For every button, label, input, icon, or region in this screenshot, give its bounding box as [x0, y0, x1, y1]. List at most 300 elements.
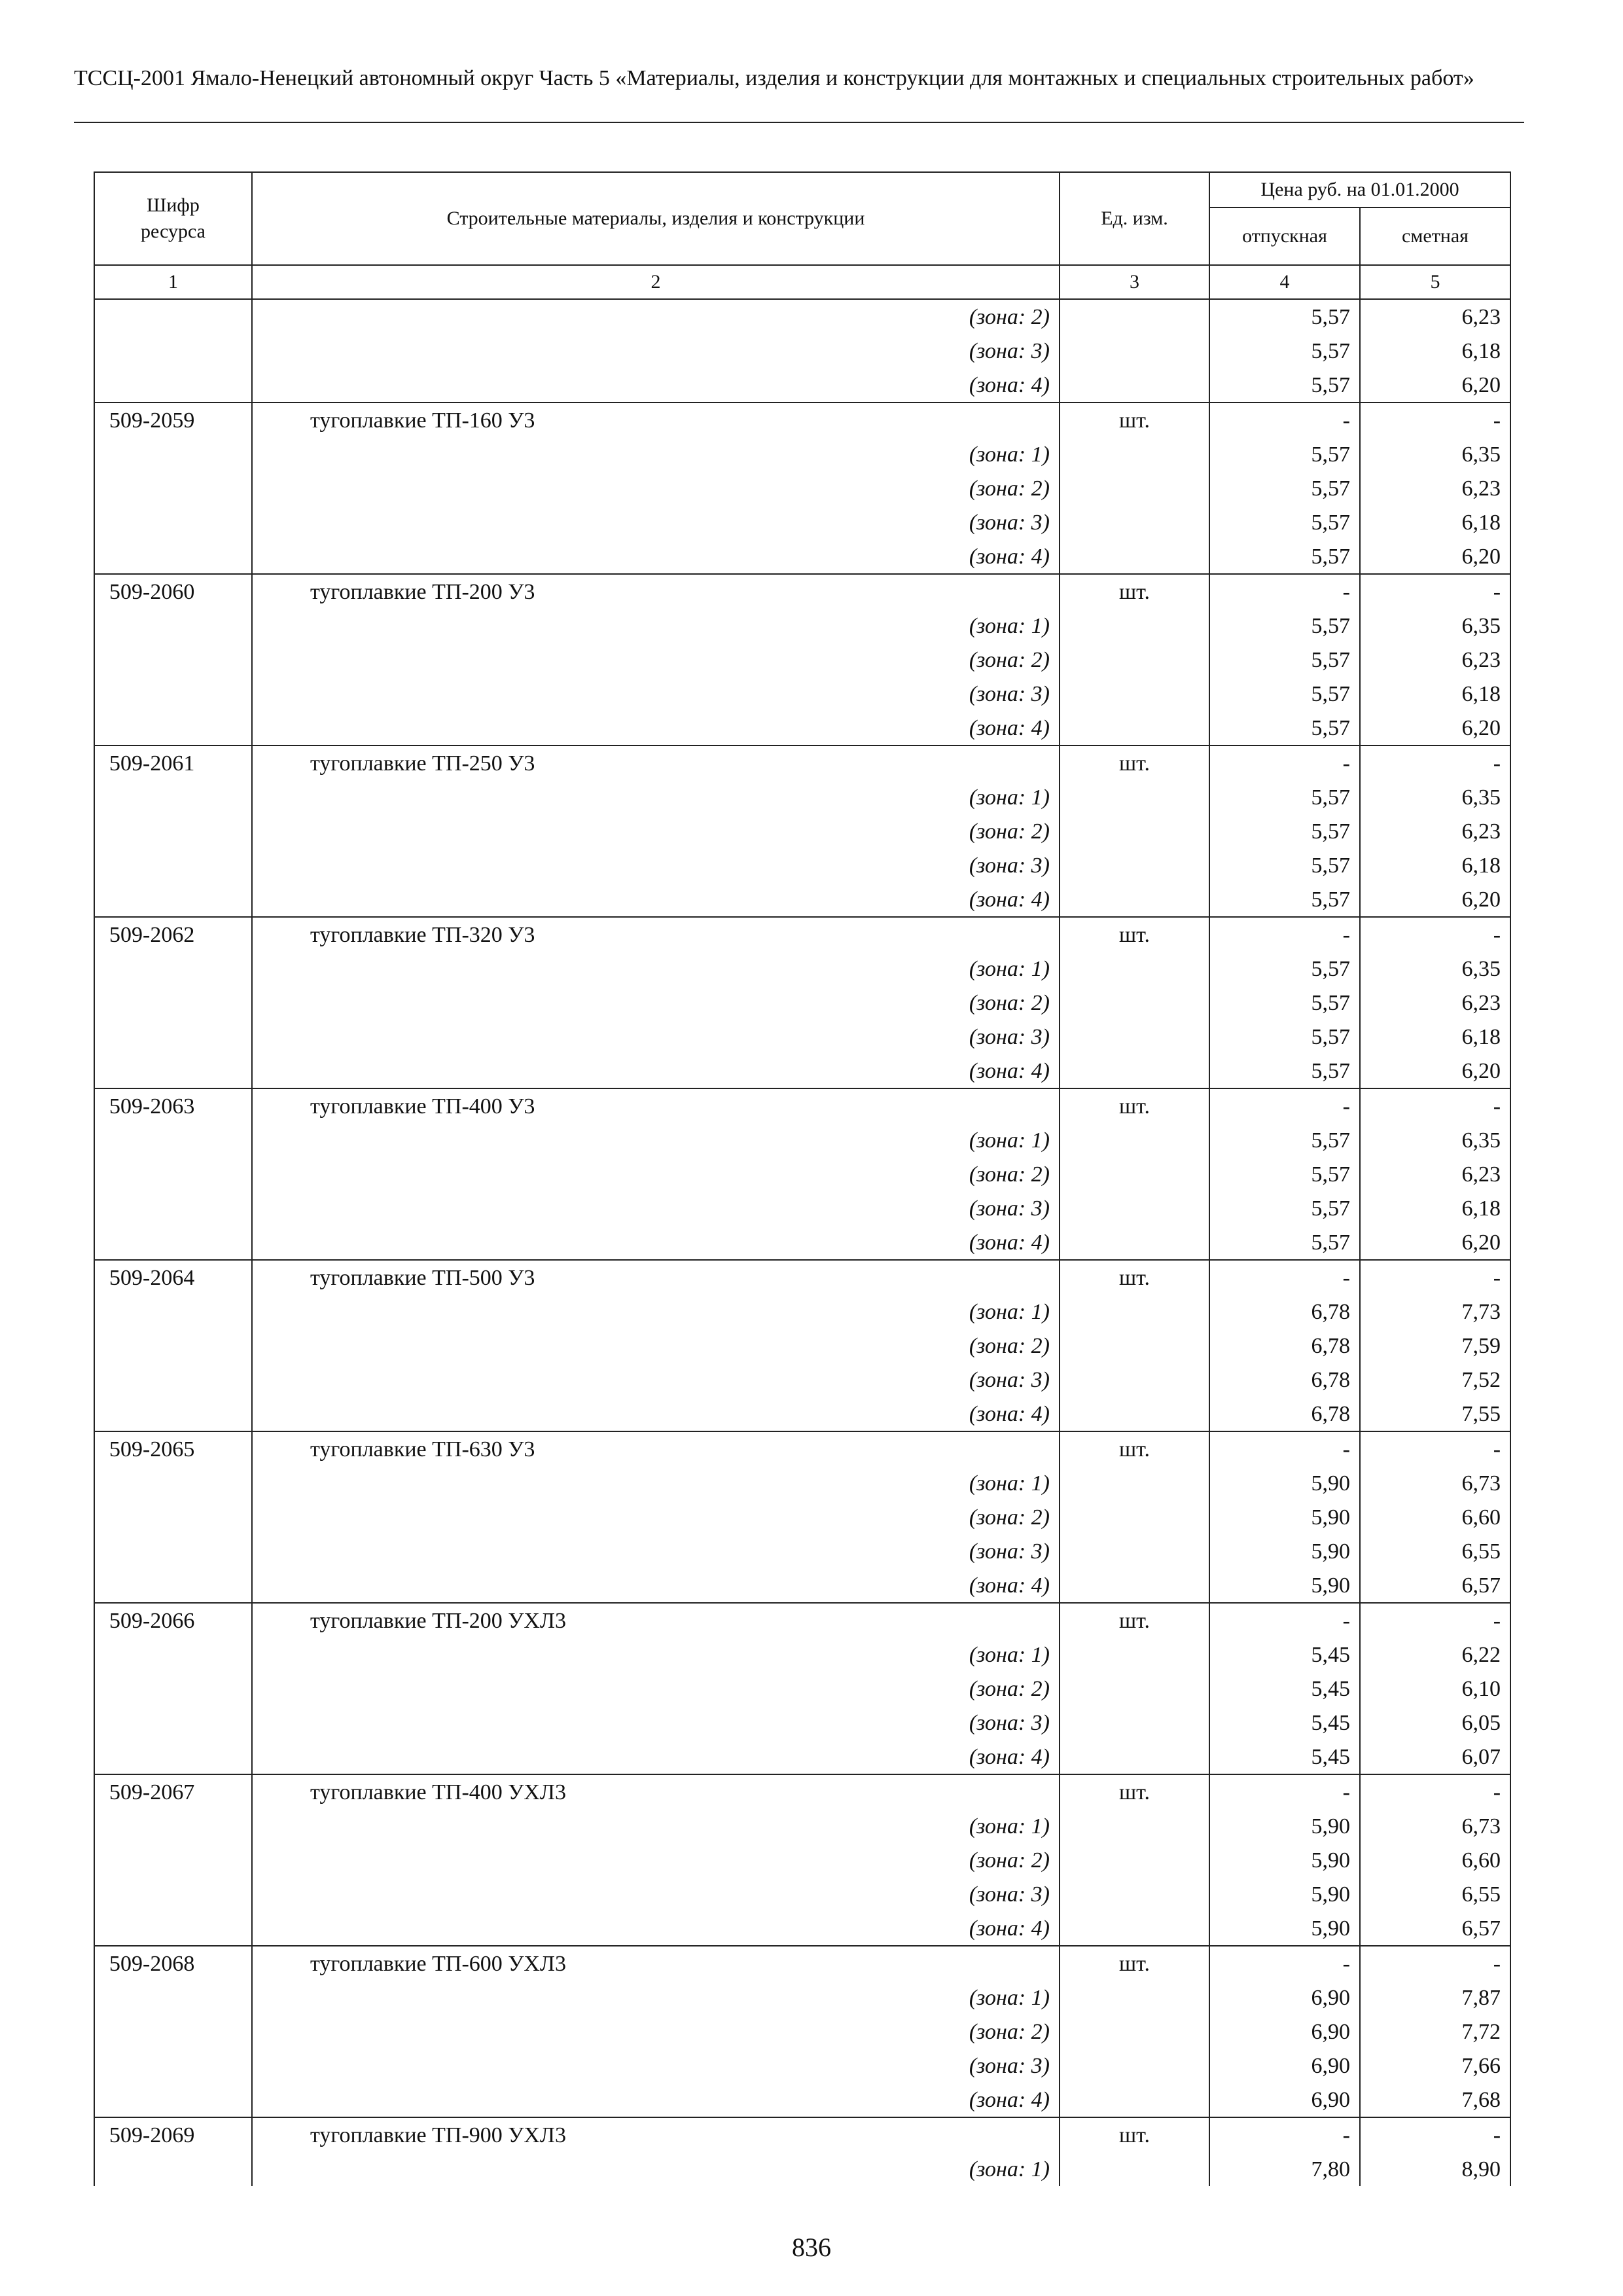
unit-cell: [1060, 643, 1209, 677]
table-row: [94, 1054, 1510, 1088]
material-name: тугоплавкие ТП-630 У3: [252, 1431, 1060, 1466]
resource-code-cell: [94, 1466, 252, 1500]
release-price: -: [1209, 745, 1360, 780]
table-row: [94, 1123, 1510, 1157]
table-row: [94, 1020, 1510, 1054]
unit-cell: [1060, 814, 1209, 848]
estimate-price: 7,73: [1360, 1295, 1510, 1329]
zone-label: (зона: 1): [252, 437, 1060, 471]
zone-label: (зона: 4): [252, 1397, 1060, 1431]
resource-code-cell: [94, 1020, 252, 1054]
table-row: [94, 2083, 1510, 2117]
zone-label: (зона: 1): [252, 1809, 1060, 1843]
table-row: [94, 952, 1510, 986]
zone-label: (зона: 2): [252, 986, 1060, 1020]
release-price: 6,78: [1209, 1397, 1360, 1431]
estimate-price: 6,20: [1360, 882, 1510, 917]
unit-cell: [1060, 609, 1209, 643]
unit-of-measure: шт.: [1060, 1603, 1209, 1638]
table-row: [94, 574, 1510, 609]
release-price: -: [1209, 1088, 1360, 1123]
table-header: [94, 172, 1510, 299]
release-price: 5,57: [1209, 677, 1360, 711]
resource-code: 509-2059: [94, 403, 252, 437]
zone-label: (зона: 4): [252, 368, 1060, 403]
material-name: тугоплавкие ТП-250 У3: [252, 745, 1060, 780]
zone-label: (зона: 4): [252, 1568, 1060, 1603]
resource-code-cell: [94, 1397, 252, 1431]
zone-label: (зона: 3): [252, 505, 1060, 539]
zone-label: (зона: 2): [252, 1157, 1060, 1191]
material-name: тугоплавкие ТП-400 У3: [252, 1088, 1060, 1123]
column-number-row: [94, 265, 1510, 299]
zone-label: (зона: 3): [252, 1363, 1060, 1397]
unit-of-measure: шт.: [1060, 1946, 1209, 1981]
resource-code-cell: [94, 1123, 252, 1157]
unit-cell: [1060, 952, 1209, 986]
resource-code: 509-2062: [94, 917, 252, 952]
table-row: [94, 403, 1510, 437]
release-price: -: [1209, 2117, 1360, 2152]
table-row: [94, 882, 1510, 917]
table-row: [94, 1809, 1510, 1843]
table-row: [94, 643, 1510, 677]
release-price: 6,90: [1209, 2083, 1360, 2117]
table-row: [94, 2049, 1510, 2083]
zone-label: (зона: 1): [252, 609, 1060, 643]
release-price: 6,78: [1209, 1295, 1360, 1329]
release-price: 6,90: [1209, 1981, 1360, 2015]
table-row: [94, 1603, 1510, 1638]
estimate-price: 6,73: [1360, 1809, 1510, 1843]
table-row: [94, 1774, 1510, 1809]
resource-code-cell: [94, 1740, 252, 1774]
zone-label: (зона: 4): [252, 882, 1060, 917]
resource-code-cell: [94, 2152, 252, 2186]
zone-label: (зона: 3): [252, 677, 1060, 711]
estimate-price: 7,68: [1360, 2083, 1510, 2117]
unit-cell: [1060, 368, 1209, 403]
unit-cell: [1060, 2015, 1209, 2049]
estimate-price: -: [1360, 1431, 1510, 1466]
table-row: [94, 917, 1510, 952]
unit-of-measure: шт.: [1060, 917, 1209, 952]
table-row: [94, 848, 1510, 882]
release-price: 5,57: [1209, 437, 1360, 471]
estimate-price: -: [1360, 1260, 1510, 1295]
col-unit-header: Ед. изм.: [1060, 172, 1209, 265]
estimate-price: 6,55: [1360, 1534, 1510, 1568]
release-price: 5,90: [1209, 1877, 1360, 1911]
unit-cell: [1060, 1054, 1209, 1088]
table-row: [94, 2015, 1510, 2049]
resource-code-cell: [94, 1500, 252, 1534]
table-row: [94, 1638, 1510, 1672]
table-row: [94, 1843, 1510, 1877]
release-price: 5,45: [1209, 1740, 1360, 1774]
release-price: 5,45: [1209, 1672, 1360, 1706]
release-price: 5,57: [1209, 952, 1360, 986]
estimate-price: 6,35: [1360, 952, 1510, 986]
price-table: [94, 171, 1511, 2186]
resource-code-cell: [94, 780, 252, 814]
resource-code-cell: [94, 1191, 252, 1225]
release-price: 5,90: [1209, 1466, 1360, 1500]
material-name: тугоплавкие ТП-320 У3: [252, 917, 1060, 952]
resource-code: 509-2065: [94, 1431, 252, 1466]
unit-cell: [1060, 334, 1209, 368]
col-number: 5: [1360, 265, 1510, 299]
col-number: 2: [252, 265, 1060, 299]
release-price: -: [1209, 1431, 1360, 1466]
resource-code-cell: [94, 471, 252, 505]
material-name: тугоплавкие ТП-400 УХЛ3: [252, 1774, 1060, 1809]
release-price: 6,90: [1209, 2049, 1360, 2083]
resource-code-cell: [94, 368, 252, 403]
release-price: 5,57: [1209, 643, 1360, 677]
estimate-price: 6,23: [1360, 471, 1510, 505]
resource-code-cell: [94, 539, 252, 574]
estimate-price: 6,23: [1360, 986, 1510, 1020]
unit-cell: [1060, 677, 1209, 711]
estimate-price: 6,10: [1360, 1672, 1510, 1706]
estimate-price: 7,87: [1360, 1981, 1510, 2015]
table-row: [94, 539, 1510, 574]
resource-code-cell: [94, 1054, 252, 1088]
unit-cell: [1060, 986, 1209, 1020]
table-row: [94, 1260, 1510, 1295]
zone-label: (зона: 3): [252, 2049, 1060, 2083]
table-row: [94, 1534, 1510, 1568]
resource-code-cell: [94, 1157, 252, 1191]
resource-code-cell: [94, 299, 252, 334]
unit-cell: [1060, 539, 1209, 574]
zone-label: (зона: 1): [252, 1295, 1060, 1329]
zone-label: (зона: 1): [252, 1466, 1060, 1500]
resource-code-cell: [94, 1843, 252, 1877]
page-header: ТССЦ-2001 Ямало-Ненецкий автономный округ Часть 5 «Материалы, изделия и конструкции для монтажных и специальных строительных работ»: [74, 66, 1474, 90]
table-row: [94, 1672, 1510, 1706]
release-price: 5,57: [1209, 1157, 1360, 1191]
table-row: [94, 986, 1510, 1020]
resource-code-cell: [94, 643, 252, 677]
estimate-price: -: [1360, 917, 1510, 952]
table-row: [94, 780, 1510, 814]
release-price: 5,57: [1209, 471, 1360, 505]
zone-label: (зона: 2): [252, 814, 1060, 848]
zone-label: (зона: 4): [252, 711, 1060, 745]
unit-cell: [1060, 471, 1209, 505]
resource-code-cell: [94, 2049, 252, 2083]
release-price: 5,90: [1209, 1843, 1360, 1877]
release-price: 5,45: [1209, 1706, 1360, 1740]
estimate-price: 6,18: [1360, 1191, 1510, 1225]
unit-of-measure: шт.: [1060, 1774, 1209, 1809]
release-price: 5,57: [1209, 1123, 1360, 1157]
col-name-header: Строительные материалы, изделия и конструкции: [252, 172, 1060, 265]
zone-label: (зона: 3): [252, 1191, 1060, 1225]
estimate-price: -: [1360, 574, 1510, 609]
zone-label: (зона: 4): [252, 539, 1060, 574]
table-row: [94, 1466, 1510, 1500]
zone-label: (зона: 2): [252, 2015, 1060, 2049]
release-price: 5,57: [1209, 986, 1360, 1020]
material-name: тугоплавкие ТП-160 У3: [252, 403, 1060, 437]
unit-cell: [1060, 1191, 1209, 1225]
table-row: [94, 677, 1510, 711]
estimate-price: -: [1360, 1946, 1510, 1981]
unit-of-measure: шт.: [1060, 403, 1209, 437]
unit-cell: [1060, 2152, 1209, 2186]
estimate-price: -: [1360, 2117, 1510, 2152]
unit-cell: [1060, 1363, 1209, 1397]
table-row: [94, 1568, 1510, 1603]
unit-cell: [1060, 848, 1209, 882]
estimate-price: 6,60: [1360, 1843, 1510, 1877]
unit-cell: [1060, 1843, 1209, 1877]
estimate-price: 6,18: [1360, 677, 1510, 711]
table-row: [94, 1329, 1510, 1363]
unit-cell: [1060, 299, 1209, 334]
table-row: [94, 1946, 1510, 1981]
release-price: 6,90: [1209, 2015, 1360, 2049]
release-price: -: [1209, 917, 1360, 952]
estimate-price: 6,20: [1360, 539, 1510, 574]
estimate-price: 6,57: [1360, 1911, 1510, 1946]
resource-code: 509-2064: [94, 1260, 252, 1295]
unit-cell: [1060, 1638, 1209, 1672]
estimate-price: 7,52: [1360, 1363, 1510, 1397]
zone-label: (зона: 3): [252, 1020, 1060, 1054]
release-price: 5,90: [1209, 1500, 1360, 1534]
estimate-price: 6,35: [1360, 1123, 1510, 1157]
zone-label: (зона: 1): [252, 1981, 1060, 2015]
release-price: 5,57: [1209, 882, 1360, 917]
unit-of-measure: шт.: [1060, 1260, 1209, 1295]
zone-label: (зона: 3): [252, 334, 1060, 368]
resource-code-cell: [94, 1295, 252, 1329]
release-price: 5,57: [1209, 1191, 1360, 1225]
unit-cell: [1060, 437, 1209, 471]
resource-code-cell: [94, 1809, 252, 1843]
material-name: тугоплавкие ТП-600 УХЛ3: [252, 1946, 1060, 1981]
resource-code-cell: [94, 1981, 252, 2015]
unit-cell: [1060, 1157, 1209, 1191]
release-price: 6,78: [1209, 1363, 1360, 1397]
estimate-price: -: [1360, 1774, 1510, 1809]
zone-label: (зона: 1): [252, 1638, 1060, 1672]
release-price: 5,57: [1209, 505, 1360, 539]
zone-label: (зона: 4): [252, 2083, 1060, 2117]
release-price: 5,57: [1209, 609, 1360, 643]
estimate-price: 6,05: [1360, 1706, 1510, 1740]
zone-label: (зона: 2): [252, 1500, 1060, 1534]
release-price: 5,57: [1209, 539, 1360, 574]
zone-label: (зона: 1): [252, 952, 1060, 986]
estimate-price: 6,20: [1360, 1054, 1510, 1088]
estimate-price: -: [1360, 745, 1510, 780]
material-name: тугоплавкие ТП-900 УХЛ3: [252, 2117, 1060, 2152]
header-rule: [74, 122, 1524, 123]
resource-code: 509-2068: [94, 1946, 252, 1981]
unit-cell: [1060, 1981, 1209, 2015]
resource-code-cell: [94, 2015, 252, 2049]
resource-code-cell: [94, 986, 252, 1020]
table-row: [94, 1877, 1510, 1911]
resource-code-cell: [94, 1329, 252, 1363]
resource-code-cell: [94, 848, 252, 882]
unit-cell: [1060, 1740, 1209, 1774]
release-price: 5,57: [1209, 848, 1360, 882]
unit-cell: [1060, 780, 1209, 814]
unit-cell: [1060, 1020, 1209, 1054]
table-row: [94, 437, 1510, 471]
unit-cell: [1060, 1672, 1209, 1706]
table-row: [94, 505, 1510, 539]
estimate-price: 6,23: [1360, 814, 1510, 848]
resource-code: 509-2061: [94, 745, 252, 780]
unit-of-measure: шт.: [1060, 745, 1209, 780]
zone-label: (зона: 4): [252, 1911, 1060, 1946]
resource-code: 509-2066: [94, 1603, 252, 1638]
unit-cell: [1060, 2049, 1209, 2083]
zone-label: (зона: 4): [252, 1225, 1060, 1260]
resource-code: 509-2067: [94, 1774, 252, 1809]
zone-label: (зона: 3): [252, 1877, 1060, 1911]
unit-cell: [1060, 711, 1209, 745]
table-row: [94, 1295, 1510, 1329]
estimate-price: 6,23: [1360, 299, 1510, 334]
unit-cell: [1060, 1329, 1209, 1363]
release-price: 5,90: [1209, 1911, 1360, 1946]
estimate-price: 6,23: [1360, 1157, 1510, 1191]
release-price: -: [1209, 1946, 1360, 1981]
estimate-price: -: [1360, 1603, 1510, 1638]
unit-cell: [1060, 1295, 1209, 1329]
unit-cell: [1060, 1877, 1209, 1911]
zone-label: (зона: 3): [252, 848, 1060, 882]
release-price: 5,57: [1209, 814, 1360, 848]
zone-label: (зона: 2): [252, 299, 1060, 334]
estimate-price: 6,55: [1360, 1877, 1510, 1911]
col-release-header: отпускная: [1209, 207, 1360, 265]
resource-code-cell: [94, 609, 252, 643]
material-name: тугоплавкие ТП-200 У3: [252, 574, 1060, 609]
zone-label: (зона: 1): [252, 780, 1060, 814]
table-row: [94, 745, 1510, 780]
resource-code-cell: [94, 1534, 252, 1568]
estimate-price: 6,35: [1360, 437, 1510, 471]
unit-cell: [1060, 1123, 1209, 1157]
table-row: [94, 1981, 1510, 2015]
col-number: 1: [94, 265, 252, 299]
release-price: 5,57: [1209, 1225, 1360, 1260]
unit-cell: [1060, 1809, 1209, 1843]
unit-cell: [1060, 1397, 1209, 1431]
zone-label: (зона: 2): [252, 1843, 1060, 1877]
resource-code-cell: [94, 711, 252, 745]
zone-label: (зона: 2): [252, 1672, 1060, 1706]
resource-code-cell: [94, 1911, 252, 1946]
table-body: [94, 299, 1510, 2186]
estimate-price: 6,18: [1360, 505, 1510, 539]
col-code-header: Шифр ресурса: [94, 172, 252, 265]
table-row: [94, 299, 1510, 334]
table-row: [94, 471, 1510, 505]
table-row: [94, 2117, 1510, 2152]
unit-cell: [1060, 505, 1209, 539]
table-row: [94, 1397, 1510, 1431]
resource-code-cell: [94, 2083, 252, 2117]
release-price: 5,57: [1209, 299, 1360, 334]
zone-label: (зона: 1): [252, 1123, 1060, 1157]
resource-code-cell: [94, 882, 252, 917]
release-price: 5,90: [1209, 1534, 1360, 1568]
release-price: 5,45: [1209, 1638, 1360, 1672]
unit-cell: [1060, 1225, 1209, 1260]
estimate-price: 6,18: [1360, 334, 1510, 368]
estimate-price: 7,55: [1360, 1397, 1510, 1431]
release-price: 5,57: [1209, 368, 1360, 403]
unit-cell: [1060, 1911, 1209, 1946]
table-row: [94, 1225, 1510, 1260]
release-price: -: [1209, 1774, 1360, 1809]
col-estimate-header: сметная: [1360, 207, 1510, 265]
estimate-price: 6,20: [1360, 368, 1510, 403]
material-name: тугоплавкие ТП-200 УХЛ3: [252, 1603, 1060, 1638]
release-price: -: [1209, 403, 1360, 437]
release-price: 5,57: [1209, 780, 1360, 814]
release-price: -: [1209, 574, 1360, 609]
col-number: 3: [1060, 265, 1209, 299]
resource-code-cell: [94, 437, 252, 471]
estimate-price: 6,23: [1360, 643, 1510, 677]
estimate-price: 8,90: [1360, 2152, 1510, 2186]
zone-label: (зона: 2): [252, 643, 1060, 677]
estimate-price: 6,20: [1360, 1225, 1510, 1260]
resource-code: 509-2069: [94, 2117, 252, 2152]
table-row: [94, 711, 1510, 745]
unit-cell: [1060, 1466, 1209, 1500]
table-row: [94, 1500, 1510, 1534]
table-row: [94, 334, 1510, 368]
zone-label: (зона: 3): [252, 1706, 1060, 1740]
zone-label: (зона: 4): [252, 1740, 1060, 1774]
release-price: 5,57: [1209, 711, 1360, 745]
zone-label: (зона: 4): [252, 1054, 1060, 1088]
estimate-price: 6,35: [1360, 780, 1510, 814]
material-name: тугоплавкие ТП-500 У3: [252, 1260, 1060, 1295]
table-row: [94, 368, 1510, 403]
table-row: [94, 1706, 1510, 1740]
unit-cell: [1060, 882, 1209, 917]
unit-cell: [1060, 2083, 1209, 2117]
table-row: [94, 609, 1510, 643]
estimate-price: 6,22: [1360, 1638, 1510, 1672]
estimate-price: -: [1360, 403, 1510, 437]
release-price: 6,78: [1209, 1329, 1360, 1363]
estimate-price: 6,57: [1360, 1568, 1510, 1603]
resource-code-cell: [94, 334, 252, 368]
table-row: [94, 1088, 1510, 1123]
release-price: 5,90: [1209, 1809, 1360, 1843]
estimate-price: 7,72: [1360, 2015, 1510, 2049]
table-row: [94, 1157, 1510, 1191]
resource-code-cell: [94, 1877, 252, 1911]
estimate-price: 6,60: [1360, 1500, 1510, 1534]
resource-code-cell: [94, 1568, 252, 1603]
table-row: [94, 1431, 1510, 1466]
